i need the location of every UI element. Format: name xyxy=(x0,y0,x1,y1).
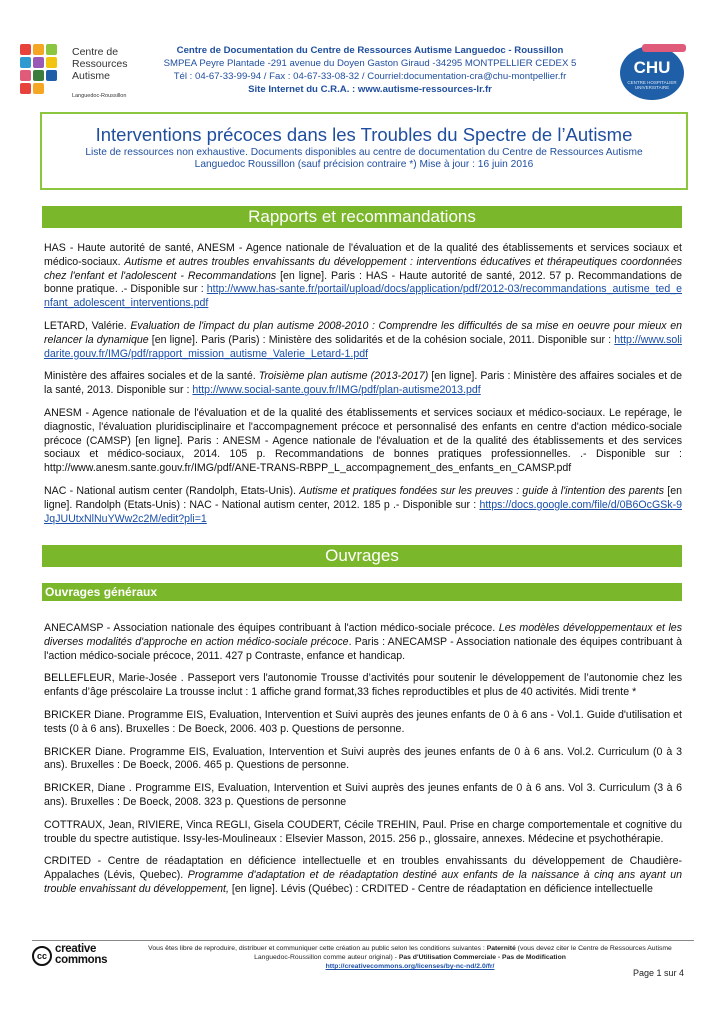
license-link[interactable]: http://creativecommons.org/licenses/by-nc-nd/2.0/fr/ xyxy=(325,963,495,970)
cc-word-top: creative xyxy=(55,943,97,955)
section-rapports-header: Rapports et recommandations xyxy=(42,206,682,228)
header-line-3: Tél : 04-67-33-99-94 / Fax : 04-67-33-08-32 / Courriel:documentation-cra@chu-montpellier.fr xyxy=(173,71,567,82)
document-subtitle: Liste de ressources non exhaustive. Documents disponibles au centre de documentation du Centre de Ressources Autisme Languedoc Roussillon (sauf précision contraire *) Mise à jour : 16 juin 2016 xyxy=(85,147,643,170)
header-line-2: SMPEA Peyre Plantade -291 avenue du Doyen Gaston Giraud -34295 MONTPELLIER CEDEX 5 xyxy=(163,58,577,69)
cra-logo-block xyxy=(46,70,57,81)
bibliography-entry xyxy=(44,672,682,700)
cra-logo xyxy=(20,44,128,102)
license-text-mid: (vous devez citer le Centre de Ressources Autisme Languedoc-Roussillon comme auteur original) - xyxy=(254,945,672,961)
license-attribution: Paternité xyxy=(486,945,516,952)
document-title: Interventions précoces dans les Troubles du Spectre de l’Autisme xyxy=(95,124,633,145)
entry-title: Troisième plan autisme (2013-2017) xyxy=(258,370,429,383)
cc-word-bottom: commons xyxy=(55,954,108,966)
bibliography-entry xyxy=(44,485,682,526)
bibliography-entry xyxy=(44,746,682,774)
cra-logo-block xyxy=(33,70,44,81)
bibliography-entry xyxy=(44,855,682,896)
entry-title: Evaluation de l'impact du plan autisme 2008-2010 : Comprendre les difficultés de sa mise en oeuvre pour mieux en relancer la dynamique xyxy=(44,319,682,346)
bibliography-entry xyxy=(44,242,682,311)
entry-text: CRDITED - Centre de réadaptation en déficience intellectuelle et en troubles envahissants du développement de Chaudière-Appalaches (Lévis, Quebec). xyxy=(44,855,682,882)
document-title-box xyxy=(40,112,688,190)
entry-details: [en ligne]. Paris : HAS - Haute autorité de santé, 2012. 57 p. Recommandations de bonne pratique. .- Disponible sur : xyxy=(44,269,682,296)
entry-details: [en ligne]. Paris : Ministère des affaires sociales et de la santé, 2013. Disponible sur : xyxy=(44,370,682,397)
cra-logo-block xyxy=(46,57,57,68)
cc-wordmark xyxy=(55,944,107,966)
page-number: Page 1 sur 4 xyxy=(632,968,684,978)
entry-text: ANECAMSP - Association nationale des équipes contribuant à l'action médico-sociale précoce. xyxy=(44,622,499,634)
entry-details: . Paris : ANECAMSP - Association nationale des équipes contribuant à l'action médico-sociale précoce, 2011. 427 p Contraste, enfance et handicap. xyxy=(44,635,683,662)
bibliography-entry xyxy=(44,819,682,847)
cra-logo-block xyxy=(33,83,44,94)
entry-title: Les modèles développementaux et les diverses modalités d'approche en action médico-sociale précoce xyxy=(44,622,682,648)
entry-details: [en ligne]. Paris (Paris) : Ministère des solidarités et de la cohésion sociale, 2011. Disponible sur : xyxy=(148,333,615,346)
bibliography-entry xyxy=(44,709,682,737)
entry-title: Autisme et pratiques fondées sur les preuves : guide à l'intention des parents xyxy=(299,484,665,497)
chu-logo-tab xyxy=(642,44,686,52)
cra-logo-block xyxy=(46,44,57,55)
cra-logo-blocks xyxy=(20,44,68,100)
cra-logo-word: Autisme xyxy=(72,70,110,82)
license-text: Vous êtes libre de reproduire, distribuer et communiquer cette création au public selon les conditions suivantes : xyxy=(148,945,487,952)
entry-text: BRICKER Diane. Programme EIS, Evaluation, Intervention et Suivi auprès des jeunes enfants de 0 à 6 ans - Vol.1. Guide d'utilisation et tests (0 à 6 ans). Bruxelles : De Boeck, 2006. 403 p. Questions de personne. xyxy=(44,708,682,735)
entry-text: BRICKER Diane. Programme EIS, Evaluation, Intervention et Suivi auprès des jeunes enfants de 0 à 6 ans. Vol.2. Curriculum (0 à 3 ans). Bruxelles : De Boeck, 2006. 465 p. Questions de personne. xyxy=(44,745,682,772)
entry-text: BRICKER, Diane . Programme EIS, Evaluation, Intervention et Suivi auprès des jeunes enfants de 0 à 6 ans. Vol 3. Curriculum (3 à 6 ans). Bruxelles : De Boeck, 2008. 323 p. Questions de personne xyxy=(44,782,682,808)
bibliography-entry xyxy=(44,370,682,398)
creative-commons-logo xyxy=(32,944,128,968)
bibliography-entry xyxy=(44,320,682,361)
cc-icon: cc xyxy=(32,946,52,966)
entry-text: HAS - Haute autorité de santé, ANESM - Agence nationale de l'évaluation et de la qualité des établissements et services sociaux et médico-sociaux. xyxy=(44,242,682,268)
rapports-list xyxy=(44,242,682,535)
chu-logo-subtitle: CENTRE HOSPITALIER UNIVERSITAIRE xyxy=(627,80,677,90)
cra-logo-region: Languedoc-Roussillon xyxy=(72,93,127,99)
entry-text: BELLEFLEUR, Marie-Josée . Passeport vers l'autonomie Trousse d’activités pour soutenir le développement de l’autonomie chez les enfants d’âge préscolaire La trousse inclut : 1 affiche grand format,33 fiches reproductibles et plus de 40 activités. Midi trente * xyxy=(44,672,682,699)
footer-divider xyxy=(32,940,694,941)
entry-text: LETARD, Valérie. xyxy=(44,319,131,332)
entry-details: [en ligne]. Lévis (Québec) : CRDITED - Centre de réadaptation en déficience intellectuelle xyxy=(228,882,653,895)
entry-details: [en ligne]. Randolph (Etats-Unis) : NAC - National autism center, 2012. 185 p .- Disponible sur : xyxy=(44,484,683,511)
entry-link[interactable]: http://www.social-sante.gouv.fr/IMG/pdf/plan-autisme2013.pdf xyxy=(192,384,481,397)
entry-link[interactable]: http://www.has-sante.fr/portail/upload/docs/application/pdf/2012-03/recommandations_autisme_ted_enfant_adolescent_interventions.pdf xyxy=(44,283,682,310)
chu-logo-label: CHU xyxy=(633,58,671,77)
bibliography-entry xyxy=(44,782,682,810)
cra-logo-block xyxy=(20,57,31,68)
entry-title: Programme d'adaptation et de réadaptation destiné aux enfants de la naissance à cinq ans ayant un trouble envahissant du développement, xyxy=(44,869,682,895)
header-contact xyxy=(150,44,590,96)
entry-title: Autisme et autres troubles envahissants du développement : interventions éducatives et thérapeutiques coordonnées chez l'enfant et l'adolescent - Recommandations xyxy=(44,255,683,282)
cra-logo-word: Centre de xyxy=(72,46,119,58)
header-line-1: Centre de Documentation du Centre de Ressources Autisme Languedoc - Roussillon xyxy=(176,45,564,56)
cra-logo-text xyxy=(72,46,127,82)
entry-link[interactable]: https://docs.google.com/file/d/0B6OcGSk-9JqJUUtxNlNuYWw2c2M/edit?pli=1 xyxy=(44,498,682,525)
cra-logo-block xyxy=(20,44,31,55)
subsection-ouvrages-generaux: Ouvrages généraux xyxy=(42,583,682,601)
bibliography-entry xyxy=(44,407,682,476)
entry-text: ANESM - Agence nationale de l'évaluation et de la qualité des établissements et services sociaux et médico-sociaux. Le repérage, le diagnostic, l'évaluation pluridisciplinaire et l'accompagnement précoce et personnalisé des enfants en centre d'action médico-sociale précoce (CAMSP) [en ligne]. Paris : ANESM - Agence nationale de l'évaluation et de la qualité des établissements et des services sociaux et médico-sociaux, 2014. 105 p. Recommandations de bonnes pratiques professionnelles. .- Disponible sur : http://www.anesm.sante.gouv.fr/IMG/pdf/ANE-TRANS-RBPP_L_accompagnement_des_enfants_en_CAMSP.pdf xyxy=(44,406,682,475)
entry-text: Ministère des affaires sociales et de la santé. xyxy=(44,370,259,383)
cra-logo-block xyxy=(20,70,31,81)
cra-logo-word: Ressources xyxy=(72,58,128,70)
chu-logo xyxy=(620,44,686,102)
license-notice xyxy=(140,944,680,971)
cra-logo-block xyxy=(33,57,44,68)
entry-link[interactable]: http://www.solidarite.gouv.fr/IMG/pdf/rapport_mission_autisme_Valerie_Letard-1.pdf xyxy=(44,333,682,360)
entry-text: COTTRAUX, Jean, RIVIERE, Vinca REGLI, Gisela COUDERT, Cécile TREHIN, Paul. Prise en charge comportementale et cognitive du trouble du spectre autistique. Issy-les-Moulineaux : Elsevier Masson, 2015. 256 p., glossaire, annexes. Médecine et psychothérapie. xyxy=(44,818,682,845)
bibliography-entry xyxy=(44,622,682,663)
license-terms: Pas d'Utilisation Commerciale - Pas de Modification xyxy=(398,954,566,961)
section-ouvrages-header: Ouvrages xyxy=(42,545,682,567)
cra-logo-block xyxy=(20,83,31,94)
cra-logo-block xyxy=(33,44,44,55)
header-website[interactable]: Site Internet du C.R.A. : www.autisme-ressources-lr.fr xyxy=(248,84,492,95)
ouvrages-list xyxy=(44,622,682,906)
entry-text: NAC - National autism center (Randolph, Etats-Unis). xyxy=(44,484,300,497)
